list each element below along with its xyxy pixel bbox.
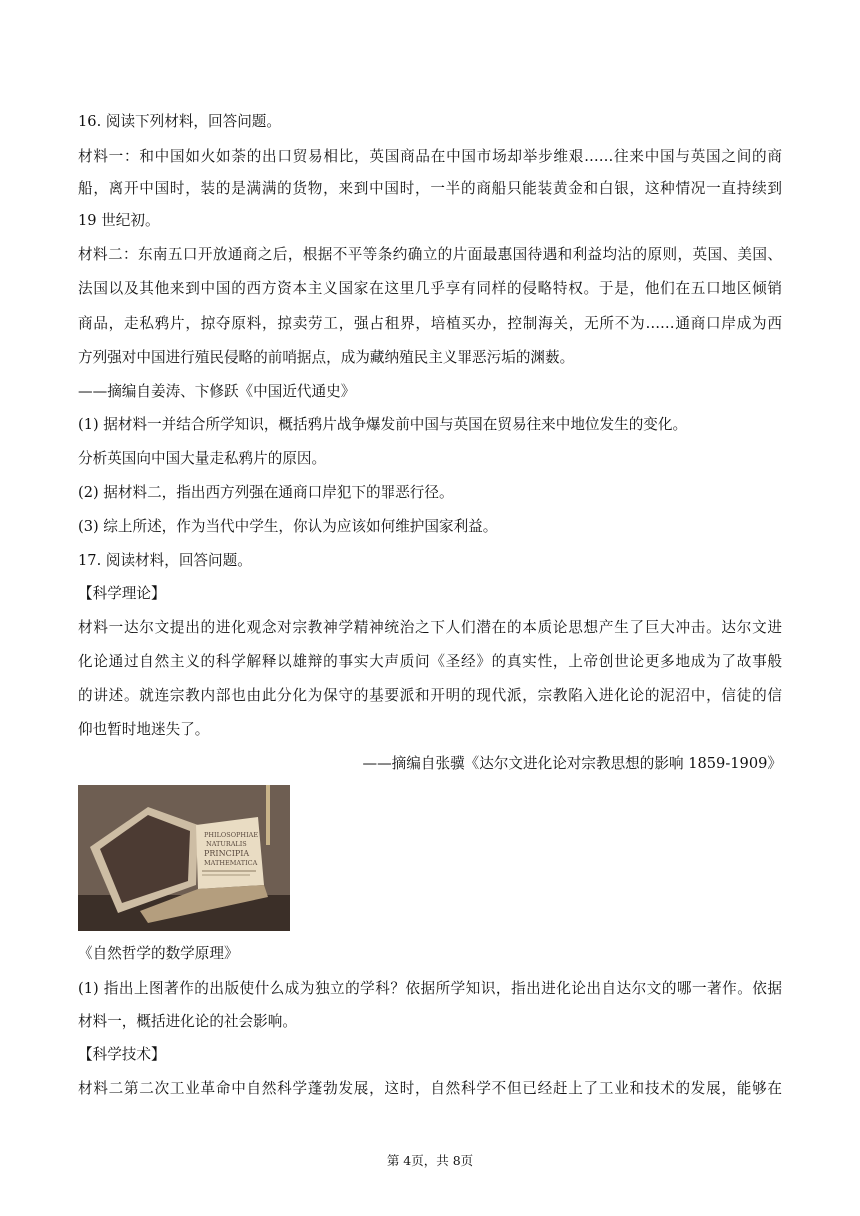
source-citation-1: ——摘编自姜涛、卞修跃《中国近代通史》 <box>78 383 356 400</box>
material-2-line-2: 法国以及其他来到中国的西方资本主义国家在这里几乎享有同样的侵略特权。于是，他们在五口地区倾销 <box>78 280 782 297</box>
book-title-line-4: MATHEMATICA <box>204 859 258 867</box>
book-title-line-1: PHILOSOPHIAE <box>204 831 259 839</box>
source-citation-2: ——摘编自张骥《达尔文进化论对宗教思想的影响 1859-1909》 <box>362 755 782 772</box>
material-2-second-industrial-revolution: 材料二第二次工业革命中自然科学蓬勃发展，这时，自然科学不但已经赶上了工业和技术的发展，能够在 <box>78 1080 782 1097</box>
sub-question-17-1-cont: 材料一，概括进化论的社会影响。 <box>78 1013 297 1030</box>
material-darwin-line-4: 仰也暂时地迷失了。 <box>78 721 210 738</box>
sub-question-1: (1) 据材料一并结合所学知识，概括鸦片战争爆发前中国与英国在贸易往来中地位发生的变化。 <box>78 416 688 433</box>
question-17-heading: 17. 阅读材料，回答问题。 <box>78 552 252 569</box>
material-2-line-3: 商品，走私鸦片，掠夺原料，掠卖劳工，强占租界，培植买办，控制海关，无所不为……通商口岸成为西 <box>78 315 782 332</box>
book-title-line-3: PRINCIPIA <box>204 849 250 858</box>
material-darwin-line-2: 化论通过自然主义的科学解释以雄辩的事实大声质问《圣经》的真实性，上帝创世论更多地成为了故事般 <box>78 653 782 670</box>
book-illustration <box>78 785 290 931</box>
material-darwin-line-1: 材料一达尔文提出的进化观念对宗教神学精神统治之下人们潜在的本质论思想产生了巨大冲击。达尔文进 <box>78 619 782 636</box>
material-2-line-1: 材料二：东南五口开放通商之后，根据不平等条约确立的片面最惠国待遇和利益均沾的原则，英国、美国、 <box>78 246 782 263</box>
sub-question-1-cont: 分析英国向中国大量走私鸦片的原因。 <box>78 450 327 467</box>
material-1-line-2: 船，离开中国时，装的是满满的货物，来到中国时，一半的商船只能装黄金和白银，这种情况一直持续到 <box>78 180 782 197</box>
sub-question-3: (3) 综上所述，作为当代中学生，你认为应该如何维护国家利益。 <box>78 518 498 535</box>
sub-question-2: (2) 据材料二，指出西方列强在通商口岸犯下的罪恶行径。 <box>78 484 454 501</box>
material-1-line-3: 19 世纪初。 <box>78 212 160 229</box>
material-darwin-line-3: 的讲述。就连宗教内部也由此分化为保守的基要派和开明的现代派，宗教陷入进化论的泥沼中，信徒的信 <box>78 687 782 704</box>
question-16-heading: 16. 阅读下列材料，回答问题。 <box>78 113 281 130</box>
page-footer: 第 4页，共 8页 <box>386 1153 474 1168</box>
section-science-theory: 【科学理论】 <box>78 585 166 602</box>
book-title-line-2: NATURALIS <box>206 840 247 848</box>
material-2-line-4: 方列强对中国进行殖民侵略的前哨据点，成为藏纳殖民主义罪恶污垢的渊薮。 <box>78 349 575 366</box>
figure-caption: 《自然哲学的数学原理》 <box>78 945 239 962</box>
section-science-technology: 【科学技术】 <box>78 1046 166 1063</box>
principia-book-photo <box>78 785 290 931</box>
sub-question-17-1: (1) 指出上图著作的出版使什么成为独立的学科？依据所学知识，指出进化论出自达尔文的哪一著作。依据 <box>78 980 782 997</box>
material-1-line-1: 材料一：和中国如火如荼的出口贸易相比，英国商品在中国市场却举步维艰……往来中国与英国之间的商 <box>78 148 782 165</box>
